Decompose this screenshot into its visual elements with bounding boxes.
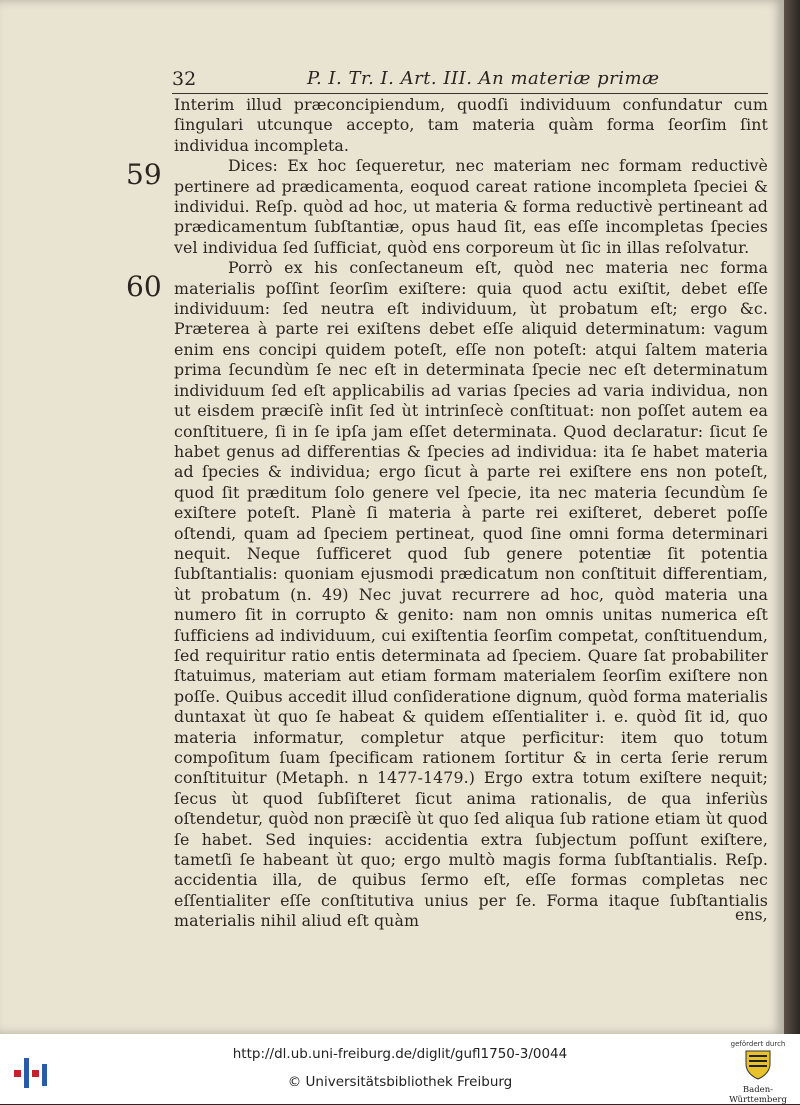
footer-bar bbox=[0, 1034, 800, 1104]
funder-label: gefördert durch bbox=[730, 1040, 786, 1048]
paragraph-59: Dices: Ex hoc ſequeretur, nec materiam nec formam reductivè pertinere ad prædicamenta, eoquod careat ratione incompleta ſpeciei & individui. Reſp. quòd ad hoc, ut materia & forma reductivè pertineant ad prædicamentum ſubſtantiæ, opus haud ſit, eas eſſe incompletas ſpecies vel individua ſed ſufficiat, quòd ens corporeum ùt ſic in illas reſolvatur. bbox=[174, 156, 768, 257]
margin-number-59: 59 bbox=[126, 158, 162, 191]
header-rule bbox=[172, 93, 768, 94]
funder-badge bbox=[722, 1040, 794, 1105]
baden-wuerttemberg-coat-of-arms-icon bbox=[743, 1048, 773, 1080]
paragraph-60: Porrò ex his conſectaneum eſt, quòd nec materia nec forma materialis poſſint ſeorſim exiſtere: quia quod actu exiſtit, debet eſſe individuum: ſed neutra eſt individuum, ùt probatum eſt; ergo &c. Præterea à parte rei exiſtens debet eſſe aliquid determinatum: vagum enim ens concipi quidem poteſt, eſſe non poteſt: atqui ſaltem materia prima ſecundùm ſe nec eſt in determinata ſpecie nec eſt determinatum individuum ſed eſt applicabilis ad varias ſpecies ad varia individua, non ut eisdem præciſè inſit ſed ùt intrinſecè conſtituat: non poſſet autem ea conſtituere, ſi in ſe ipſa jam eſſet determinata. Quod declaratur: ſicut ſe habet genus ad differentias & ſpecies ad individua: ita ſe habet materia ad ſpecies & individua; ergo ſicut à parte rei exiſtere ens non poteſt, quod ſit præditum ſolo genere vel ſpecie, ita nec materia ſecundùm ſe exiſtere poteſt. Planè ſi materia à parte rei exiſteret, deberet poſſe oſtendi, quam ad ſpeciem pertineat, quod ſine omni forma determinari nequit. Neque ſufficeret quod ſub genere potentiæ ſit potentia ſubſtantialis: quoniam ejusmodi prædicatum non conſtituit differentiam, ùt probatum (n. 49) Nec juvat recurrere ad hoc, quòd materia una numero ſit in corrupto & genito: nam non omnis unitas numerica eſt ſufficiens ad individuum, cui exiſtentia ſeorſim competat, conſtituendum, ſed requiritur ratio entis determinata ad ſpeciem. Quare ſat probabiliter ſtatuimus, materiam aut etiam formam materialem ſeorſim exiſtere non poſſe. Quibus accedit illud conſideratione dignum, quòd forma materialis duntaxat ùt quo ſe habeat & quidem eſſentialiter i. e. quòd ſit id, quo materia informatur, completur atque perficitur: item quo totum compoſitum ſuam ſpecificam rationem ſortitur & in certa ſerie rerum conſtituitur (Metaph. n 1477-1479.) Ergo extra totum exiſtere nequit; ſecus ùt quod ſubſiſteret ſicut anima rationalis, de qua inferiùs oſtendetur, quòd non præciſè ùt quo ſed aliqua ſub ratione etiam ùt quod ſe habet. Sed inquies: accidentia extra ſubjectum poſſunt exiſtere, tametſi ſe habeant ùt quo; ergo multò magis forma ſubſtantialis. Reſp. accidentia illa, de quibus ſermo eſt, eſſe formas completas nec eſſentialiter eſſe conſtitutiva unius per ſe. Forma itaque ſubſtantialis materialis nihil aliud eſt quàm bbox=[174, 258, 768, 931]
book-edge bbox=[784, 0, 800, 1034]
source-url-link[interactable]: http://dl.ub.uni-freiburg.de/diglit/gufl1750-3/0044 bbox=[232, 1046, 568, 1062]
page-number: 32 bbox=[172, 68, 197, 90]
running-head bbox=[172, 64, 764, 92]
body-text bbox=[174, 95, 768, 932]
paragraph-1: Interim illud præconcipiendum, quodſi individuum confundatur cum ſingulari utcunque accepto, tam materia quàm forma ſeorſim ſint individua incompleta. bbox=[174, 95, 768, 155]
catchword: ens, bbox=[735, 905, 768, 924]
funder-name: Baden-Württemberg bbox=[729, 1085, 787, 1105]
running-head-title: P. I. Tr. I. Art. III. An materiæ primæ bbox=[307, 68, 660, 89]
copyright-notice: © Universitätsbibliothek Freiburg bbox=[287, 1074, 513, 1090]
margin-number-60: 60 bbox=[126, 270, 162, 303]
